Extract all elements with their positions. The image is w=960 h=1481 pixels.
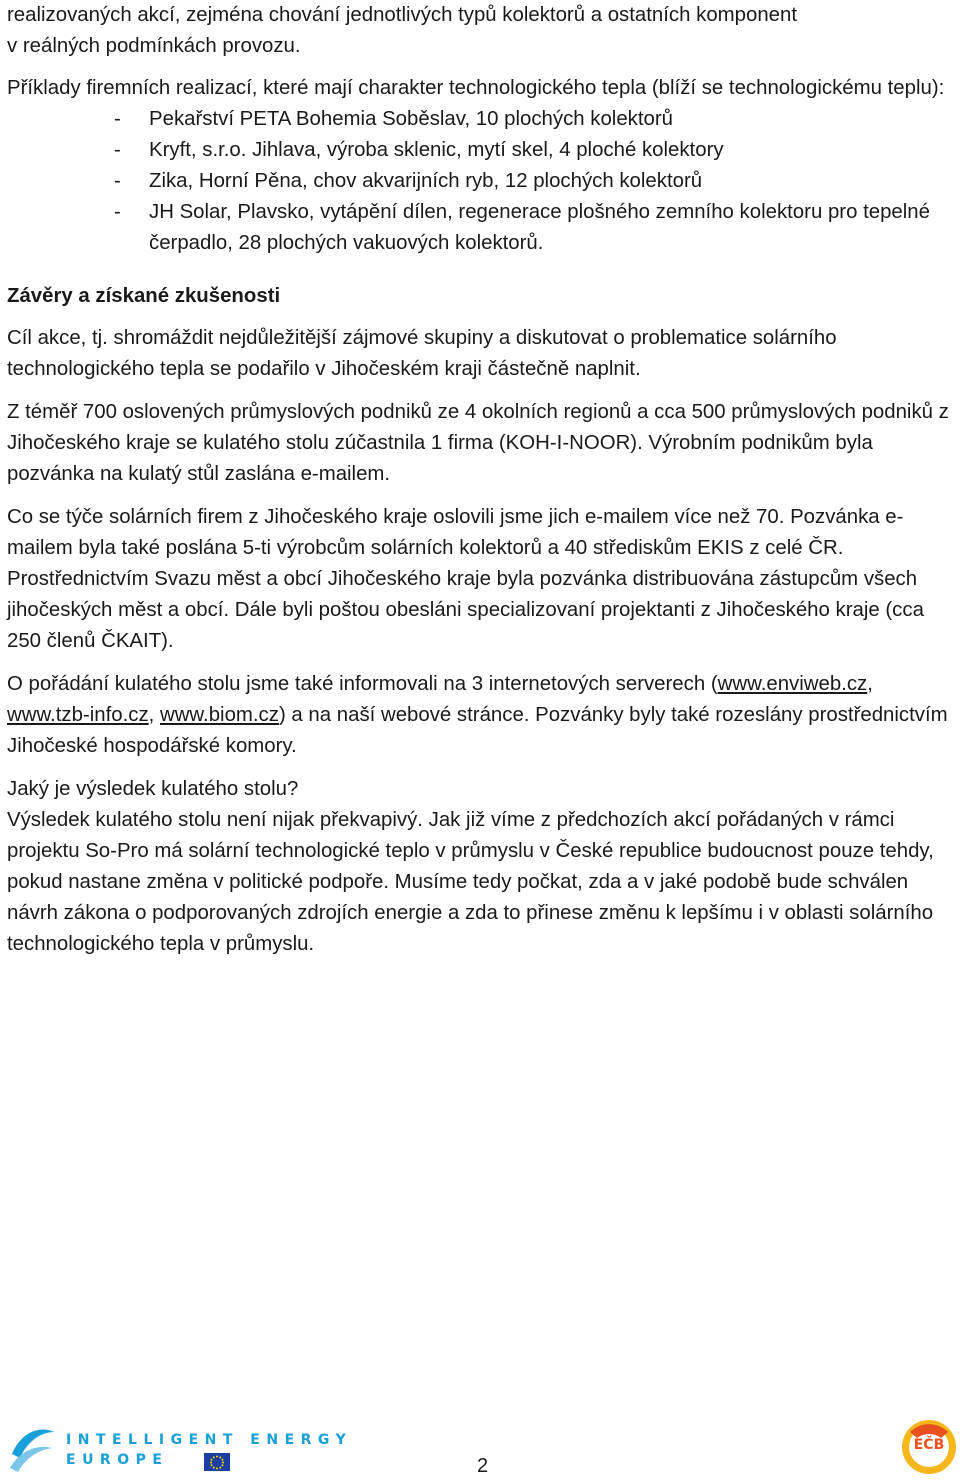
paragraph-industry: Z téměř 700 oslovených průmyslových podniků ze 4 okolních regionů a cca 500 průmyslových podniků z Jihočeského kraje se kulatého stolu zúčastnila 1 firma (KOH-I-NOOR). Výrobním podnikům byla pozvánka na kulatý stůl zaslána e-mailem. [7, 401, 949, 485]
link-enviweb[interactable]: www.enviweb.cz [717, 673, 868, 695]
separator: , [867, 673, 873, 695]
ie-swoosh-icon [8, 1424, 58, 1476]
intro-line-2: v reálných podmínkách provozu. [7, 35, 301, 57]
paragraph-result: Výsledek kulatého stolu není nijak překvapivý. Jak již víme z předchozích akcí pořádaných v rámci projektu So-Pro má solární technologické teplo v průmyslu v České republice budoucnost pouze tehdy, pokud nastane změna v politické podpoře. Musíme tedy počkat, zda a v jaké podobě bude schválen návrh zákona o podporovaných zdrojích energie a zda to přinese změnu k lepšímu i v oblasti solárního technologického tepla v průmyslu. [7, 809, 934, 955]
paragraph-solar-firms: Co se týče solárních firem z Jihočeského kraje oslovili jsme jich e-mailem více než 70. Pozvánka e-mailem byla také poslána 5-ti výrobcům solárních kolektorů a 40 střediskům EKIS z celé ČR. Prostřednictvím Svazu měst a obcí Jihočeského kraje byla pozvánka distribuována zástupcům všech jihočeských měst a obcí. Dále byli poštou obesláni specializovaní projektanti z Jihočeského kraje (cca 250 členů ČKAIT). [7, 506, 924, 652]
eccb-logo [900, 1418, 958, 1476]
list-item: - Zika, Horní Pěna, chov akvarijních ryb, 12 plochých kolektorů [7, 166, 957, 197]
document-page [7, 0, 957, 960]
examples-lead: Příklady firemních realizací, které mají charakter technologického tepla (blíží se technologickému teplu): [7, 77, 945, 99]
intelligent-energy-europe-logo [8, 1424, 353, 1476]
link-tzb-info[interactable]: www.tzb-info.cz [7, 704, 149, 726]
intro-line-1: realizovaných akcí, zejména chování jednotlivých typů kolektorů a ostatních komponent [7, 4, 798, 26]
page-number: 2 [477, 1455, 489, 1477]
paragraph-servers [7, 669, 957, 762]
question-line: Jaký je výsledek kulatého stolu? [7, 778, 299, 800]
eu-flag-icon [204, 1453, 230, 1471]
separator: , [148, 704, 160, 726]
eccb-label: EČB [913, 1437, 945, 1453]
examples-list [7, 104, 957, 259]
list-item: - JH Solar, Plavsko, vytápění dílen, regenerace plošného zemního kolektoru pro tepelné čerpadlo, 28 plochých vakuových kolektorů. [7, 197, 957, 259]
servers-text-end: ) a na naší webové stránce. Pozvánky byly také rozeslány prostřednictvím Jihočeské hospodářské komory. [7, 704, 948, 757]
paragraph-goal: Cíl akce, tj. shromáždit nejdůležitější zájmové skupiny a diskutovat o problematice solárního technologického tepla se podařilo v Jihočeském kraji částečně naplnit. [7, 327, 837, 380]
ie-wordmark-line-1: INTELLIGENT ENERGY [66, 1432, 353, 1448]
list-item: - Kryft, s.r.o. Jihlava, výroba sklenic, mytí skel, 4 ploché kolektory [7, 135, 957, 166]
servers-text-start: O pořádání kulatého stolu jsme také informovali na 3 internetových serverech ( [7, 673, 718, 695]
link-biom[interactable]: www.biom.cz [159, 704, 279, 726]
list-item: - Pekařství PETA Bohemia Soběslav, 10 plochých kolektorů [7, 104, 957, 135]
section-heading: Závěry a získané zkušenosti [7, 285, 281, 307]
ie-wordmark-line-2: EUROPE [66, 1452, 169, 1468]
